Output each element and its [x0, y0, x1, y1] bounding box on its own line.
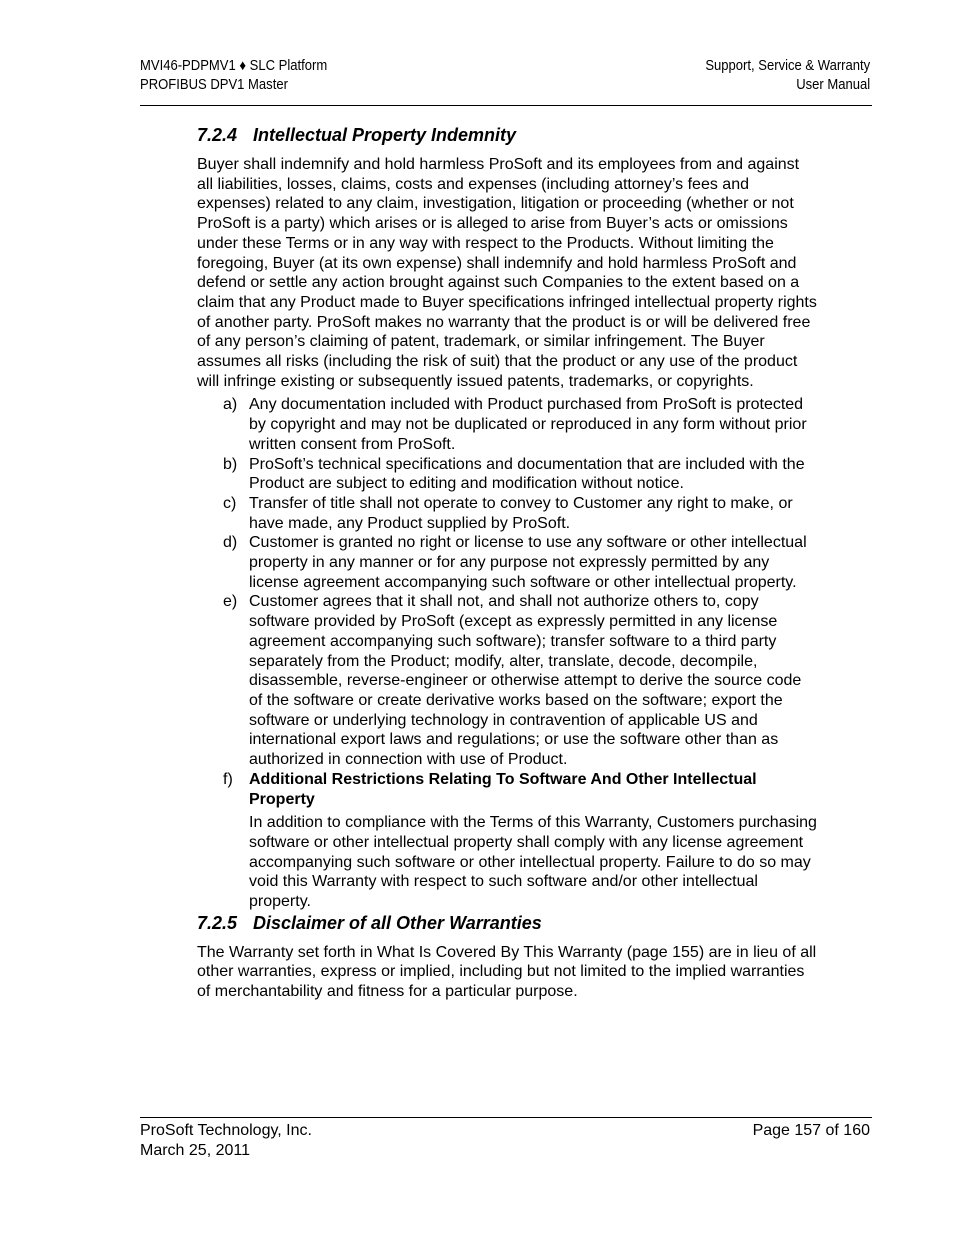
list-item [197, 494, 817, 533]
footer-company: ProSoft Technology, Inc. [140, 1122, 312, 1139]
section-heading-7-2-5 [197, 912, 817, 934]
list-marker: a) [223, 396, 238, 414]
list-item [197, 395, 817, 454]
footer-divider [140, 1117, 872, 1118]
list-item-paragraph: In addition to compliance with the Terms of this Warranty, Customers purchasing software or other intellectual property shall comply with any license agreement accompanying such software or other intellectual property. Failure to do so may void this Warranty with respect to such software and/or other intellectual property. [249, 814, 817, 911]
section-title: Intellectual Property Indemnity [253, 125, 517, 145]
list-marker: e) [223, 593, 238, 611]
header-doc-type: User Manual [796, 77, 870, 93]
list-marker: b) [223, 455, 238, 473]
footer-date: March 25, 2011 [140, 1141, 250, 1159]
list-item-text: Any documentation included with Product purchased from ProSoft is protected by copyright and may not be duplicated or reproduced in any form without prior written consent from ProSoft. [249, 396, 807, 453]
header-subtitle: PROFIBUS DPV1 Master [140, 77, 288, 93]
list-item-text: Customer agrees that it shall not, and shall not authorize others to, copy software provided by ProSoft (except as expressly permitted in any license agreement accompanying such software); transfer software to a third party separately from the Product; modify, alter, translate, decode, decompile, disassemble, reverse-engineer or otherwise attempt to derive the source code of the software or create derivative works based on the software; export the software or underlying technology in contravention of applicable US and international export laws and regulations; or use the software other than as authorized in connection with use of Product. [249, 593, 802, 769]
header-left [140, 57, 327, 95]
list-marker: d) [223, 534, 238, 552]
section-number: 7.2.4 [197, 125, 238, 145]
list-item-heading: Additional Restrictions Relating To Software And Other Intellectual Property [249, 770, 757, 808]
footer-left [140, 1121, 312, 1160]
list-marker: f) [223, 770, 233, 788]
list-marker: c) [223, 494, 237, 512]
list-item [197, 592, 817, 769]
list-item-additional-restrictions [197, 770, 817, 912]
page-number: Page 157 of 160 [752, 1122, 870, 1139]
header-divider [140, 105, 872, 106]
restrictions-list [197, 395, 817, 911]
list-item-text: Transfer of title shall not operate to convey to Customer any right to make, or have made, any Product supplied by ProSoft. [249, 494, 793, 532]
header-chapter: Support, Service & Warranty [705, 58, 870, 74]
footer-right [753, 1121, 870, 1141]
header-product: MVI46-PDPMV1 ♦ SLC Platform [140, 58, 328, 74]
section-number: 7.2.5 [197, 912, 238, 933]
list-item-text: Customer is granted no right or license to use any software or other intellectual property in any manner or for any purpose not expressly permitted by any license agreement accompanying such software or other intellectual property. [249, 534, 807, 591]
page-content [197, 124, 817, 1002]
section-paragraph: Buyer shall indemnify and hold harmless ProSoft and its employees from and against all liabilities, losses, claims, costs and expenses (including attorney’s fees and expenses) related to any claim, investigation, litigation or proceeding (whether or not ProSoft is a party) which arises or is alleged to arise from Buyer’s acts or omissions under these Terms or in any way with respect to the Products. Without limiting the foregoing, Buyer (at its own expense) shall indemnify and hold harmless ProSoft and defend or settle any action brought against such Companies to the extent based on a claim that any Product made to Buyer specifications infringed intellectual property rights of another party. ProSoft makes no warranty that the product is or will be delivered free of any person’s claiming of patent, trademark, or similar infringement. The Buyer assumes all risks (including the risk of suit) that the product or any use of the product will infringe existing or subsequently issued patents, trademarks, or copyrights. [197, 156, 817, 390]
list-item [197, 455, 817, 494]
header-right [705, 57, 870, 95]
list-item [197, 533, 817, 592]
list-item-text: ProSoft’s technical specifications and documentation that are included with the Product are subject to editing and modification without notice. [249, 455, 805, 493]
section-paragraph: The Warranty set forth in What Is Covered By This Warranty (page 155) are in lieu of all other warranties, express or implied, including but not limited to the implied warranties of merchantability and fitness for a particular purpose. [197, 943, 817, 1001]
section-heading-7-2-4 [197, 124, 817, 146]
section-title: Disclaimer of all Other Warranties [253, 912, 542, 933]
